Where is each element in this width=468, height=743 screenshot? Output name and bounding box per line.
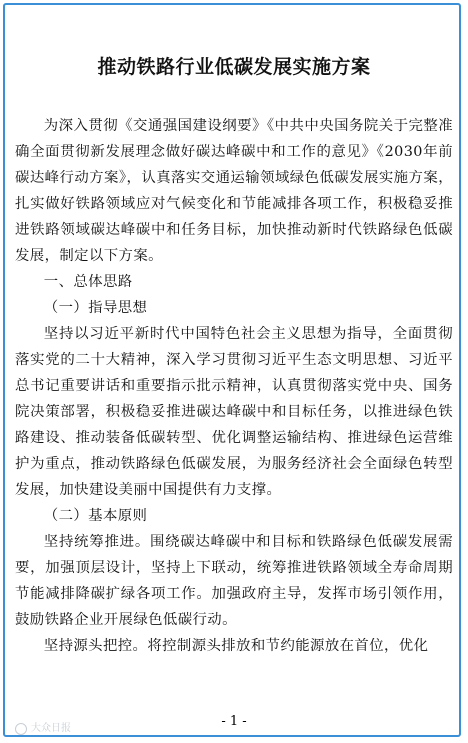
guiding-ideology-paragraph: 坚持以习近平新时代中国特色社会主义思想为指导，全面贯彻落实党的二十大精神，深入学习贯彻习近平生态文明思想、习近平总书记重要讲话和重要指示批示精神，认真贯彻落实党中央、国务院决策部署，积极稳妥推进碳达峰碳中和目标任务，以推进绿色铁路建设、推动装备低碳转型、优化调整运输结构、推进绿色运营维护为重点，推动铁路绿色低碳发展，为服务经济社会全面绿色转型发展，加快建设美丽中国提供有力支撑。 bbox=[15, 326, 453, 498]
subsection-heading-guiding-ideology: （一）指导思想 bbox=[43, 300, 148, 316]
subsection-heading-basic-principles: （二）基本原则 bbox=[43, 508, 148, 524]
document-title: 推动铁路行业低碳发展实施方案 bbox=[97, 56, 371, 78]
section-heading-overall: 一、总体思路 bbox=[43, 274, 133, 290]
document-frame bbox=[3, 3, 461, 737]
watermark-logo-icon bbox=[15, 723, 27, 735]
intro-paragraph: 为深入贯彻《交通强国建设纲要》《中共中央国务院关于完整准确全面贯彻新发展理念做好碳达峰碳中和工作的意见》《2030年前碳达峰行动方案》，认真落实交通运输领域绿色低碳发展实施方案，扎实做好铁路领域应对气候变化和节能减排各项工作，积极稳妥推进铁路领域碳达峰碳中和任务目标，加快推动新时代铁路绿色低碳发展，制定以下方案。 bbox=[15, 118, 453, 264]
page-number: - 1 - bbox=[221, 714, 247, 729]
principle-paragraph-source-control: 坚持源头把控。将控制源头排放和节约能源放在首位，优化 bbox=[43, 638, 429, 654]
document-body bbox=[15, 113, 453, 659]
principle-paragraph-coordination: 坚持统筹推进。围绕碳达峰碳中和目标和铁路绿色低碳发展需要，加强顶层设计，坚持上下联动，统筹推进铁路领域全寿命周期节能减排降碳扩绿各项工作。加强政府主导，发挥市场引领作用，鼓励铁路企业开展绿色低碳行动。 bbox=[15, 534, 453, 628]
watermark bbox=[15, 723, 71, 735]
watermark-text: 大众日报 bbox=[31, 723, 71, 734]
